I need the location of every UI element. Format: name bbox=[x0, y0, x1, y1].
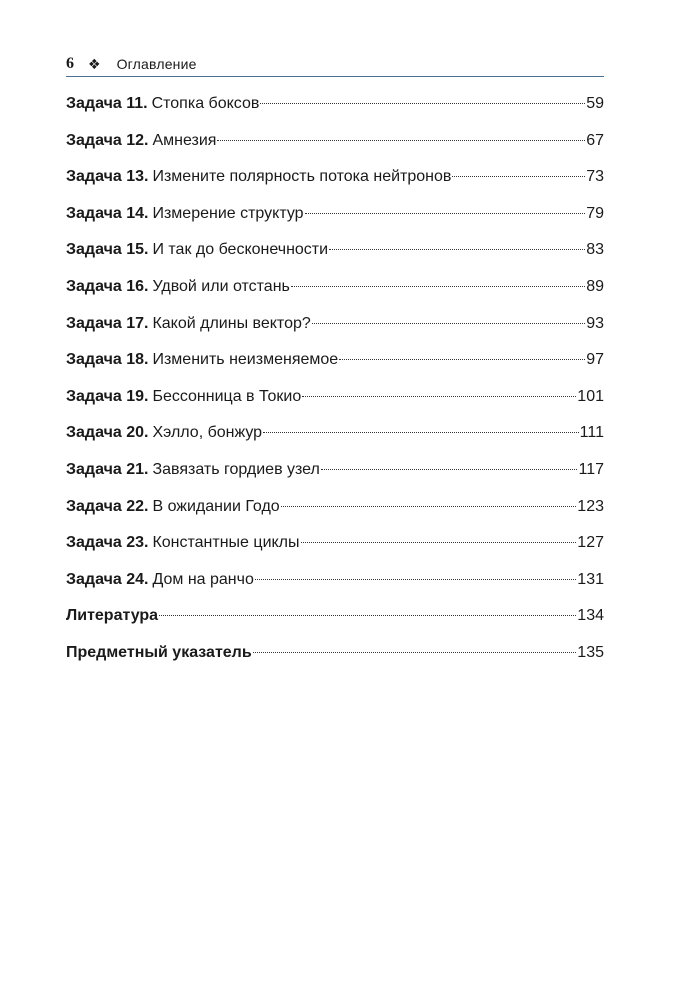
toc-entry-index[interactable] bbox=[66, 641, 604, 678]
toc-entry-label: Задача 17. bbox=[66, 314, 149, 332]
toc-entry-label: Задача 23. bbox=[66, 534, 149, 552]
diamond-ornament-icon: ❖ bbox=[88, 56, 101, 72]
toc-entry-page: 135 bbox=[577, 643, 604, 661]
toc-entry-page: 97 bbox=[586, 351, 604, 369]
dot-leader bbox=[452, 176, 585, 177]
dot-leader bbox=[312, 323, 585, 324]
toc-entry-page: 93 bbox=[586, 314, 604, 332]
toc-entry-label: Задача 14. bbox=[66, 204, 149, 222]
toc-entry-page: 73 bbox=[586, 168, 604, 186]
toc-entry[interactable] bbox=[66, 312, 604, 349]
toc-entry-label: Задача 16. bbox=[66, 277, 149, 295]
toc-entry-label: Задача 21. bbox=[66, 460, 149, 478]
toc-entry-label: Задача 19. bbox=[66, 387, 149, 405]
toc-entry-title: Дом на ранчо bbox=[152, 570, 254, 588]
dot-leader bbox=[321, 469, 578, 470]
toc-entry-page: 127 bbox=[577, 534, 604, 552]
toc-entry-title: Изменить неизменяемое bbox=[152, 351, 339, 369]
dot-leader bbox=[305, 213, 586, 214]
toc-entry-page: 83 bbox=[586, 241, 604, 259]
toc-entry[interactable] bbox=[66, 202, 604, 239]
dot-leader bbox=[281, 506, 577, 507]
toc-entry[interactable] bbox=[66, 92, 604, 129]
dot-leader bbox=[302, 396, 576, 397]
toc-entry-title: Завязать гордиев узел bbox=[152, 460, 320, 478]
toc-entry-label: Задача 12. bbox=[66, 131, 149, 149]
toc-entry[interactable] bbox=[66, 348, 604, 385]
toc-entry-page: 67 bbox=[586, 131, 604, 149]
toc-entry[interactable] bbox=[66, 238, 604, 275]
toc-entry-label: Задача 13. bbox=[66, 168, 149, 186]
toc-entry-title: Амнезия bbox=[152, 131, 217, 149]
toc-entry[interactable] bbox=[66, 495, 604, 532]
toc-entry[interactable] bbox=[66, 275, 604, 312]
toc-entry-title: Измерение структур bbox=[152, 204, 304, 222]
toc-entry-label: Задача 24. bbox=[66, 570, 149, 588]
toc-entry[interactable] bbox=[66, 531, 604, 568]
toc-entry-title: Константные циклы bbox=[152, 534, 300, 552]
running-header bbox=[66, 54, 604, 74]
toc-entry-page: 134 bbox=[577, 607, 604, 625]
toc-entry[interactable] bbox=[66, 421, 604, 458]
toc-entry-page: 123 bbox=[577, 497, 604, 515]
toc-entry-label: Задача 20. bbox=[66, 424, 149, 442]
toc-entry-title: Измените полярность потока нейтронов bbox=[152, 168, 452, 186]
toc-entry[interactable] bbox=[66, 568, 604, 605]
toc-entry-page: 117 bbox=[578, 460, 604, 478]
toc-entry-page: 79 bbox=[586, 204, 604, 222]
header-rule bbox=[66, 76, 604, 77]
dot-leader bbox=[255, 579, 576, 580]
toc-entry-page: 101 bbox=[577, 387, 604, 405]
page-number: 6 bbox=[66, 55, 74, 72]
toc-entry-page: 59 bbox=[586, 95, 604, 112]
toc-entry-label: Задача 22. bbox=[66, 497, 149, 515]
dot-leader bbox=[329, 249, 585, 250]
toc-entry-label: Задача 18. bbox=[66, 351, 149, 369]
toc-entry-title: Стопка боксов bbox=[151, 95, 260, 112]
toc-entry-label: Задача 11. bbox=[66, 95, 148, 112]
toc-entry-title: И так до бесконечности bbox=[152, 241, 329, 259]
table-of-contents bbox=[66, 92, 604, 678]
toc-entry-label: Задача 15. bbox=[66, 241, 149, 259]
header-title: Оглавление bbox=[116, 56, 197, 72]
toc-entry-title: Хэлло, бонжур bbox=[152, 424, 263, 442]
toc-entry-page: 131 bbox=[577, 570, 604, 588]
dot-leader bbox=[263, 432, 579, 433]
toc-entry-page: 111 bbox=[579, 424, 604, 442]
dot-leader bbox=[339, 359, 585, 360]
toc-entry[interactable] bbox=[66, 458, 604, 495]
toc-entry[interactable] bbox=[66, 129, 604, 166]
dot-leader bbox=[301, 542, 577, 543]
toc-entry-title: Удвой или отстань bbox=[152, 277, 290, 295]
toc-entry-title: Бессонница в Токио bbox=[152, 387, 302, 405]
dot-leader bbox=[260, 103, 585, 104]
toc-entry[interactable] bbox=[66, 165, 604, 202]
dot-leader bbox=[217, 140, 585, 141]
toc-entry[interactable] bbox=[66, 385, 604, 422]
dot-leader bbox=[253, 652, 577, 653]
toc-entry-label: Литература bbox=[66, 607, 159, 625]
dot-leader bbox=[291, 286, 585, 287]
toc-entry-bibliography[interactable] bbox=[66, 604, 604, 641]
toc-entry-page: 89 bbox=[586, 277, 604, 295]
toc-entry-label: Предметный указатель bbox=[66, 643, 252, 661]
toc-entry-title: Какой длины вектор? bbox=[152, 314, 311, 332]
dot-leader bbox=[159, 615, 576, 616]
toc-entry-title: В ожидании Годо bbox=[152, 497, 280, 515]
